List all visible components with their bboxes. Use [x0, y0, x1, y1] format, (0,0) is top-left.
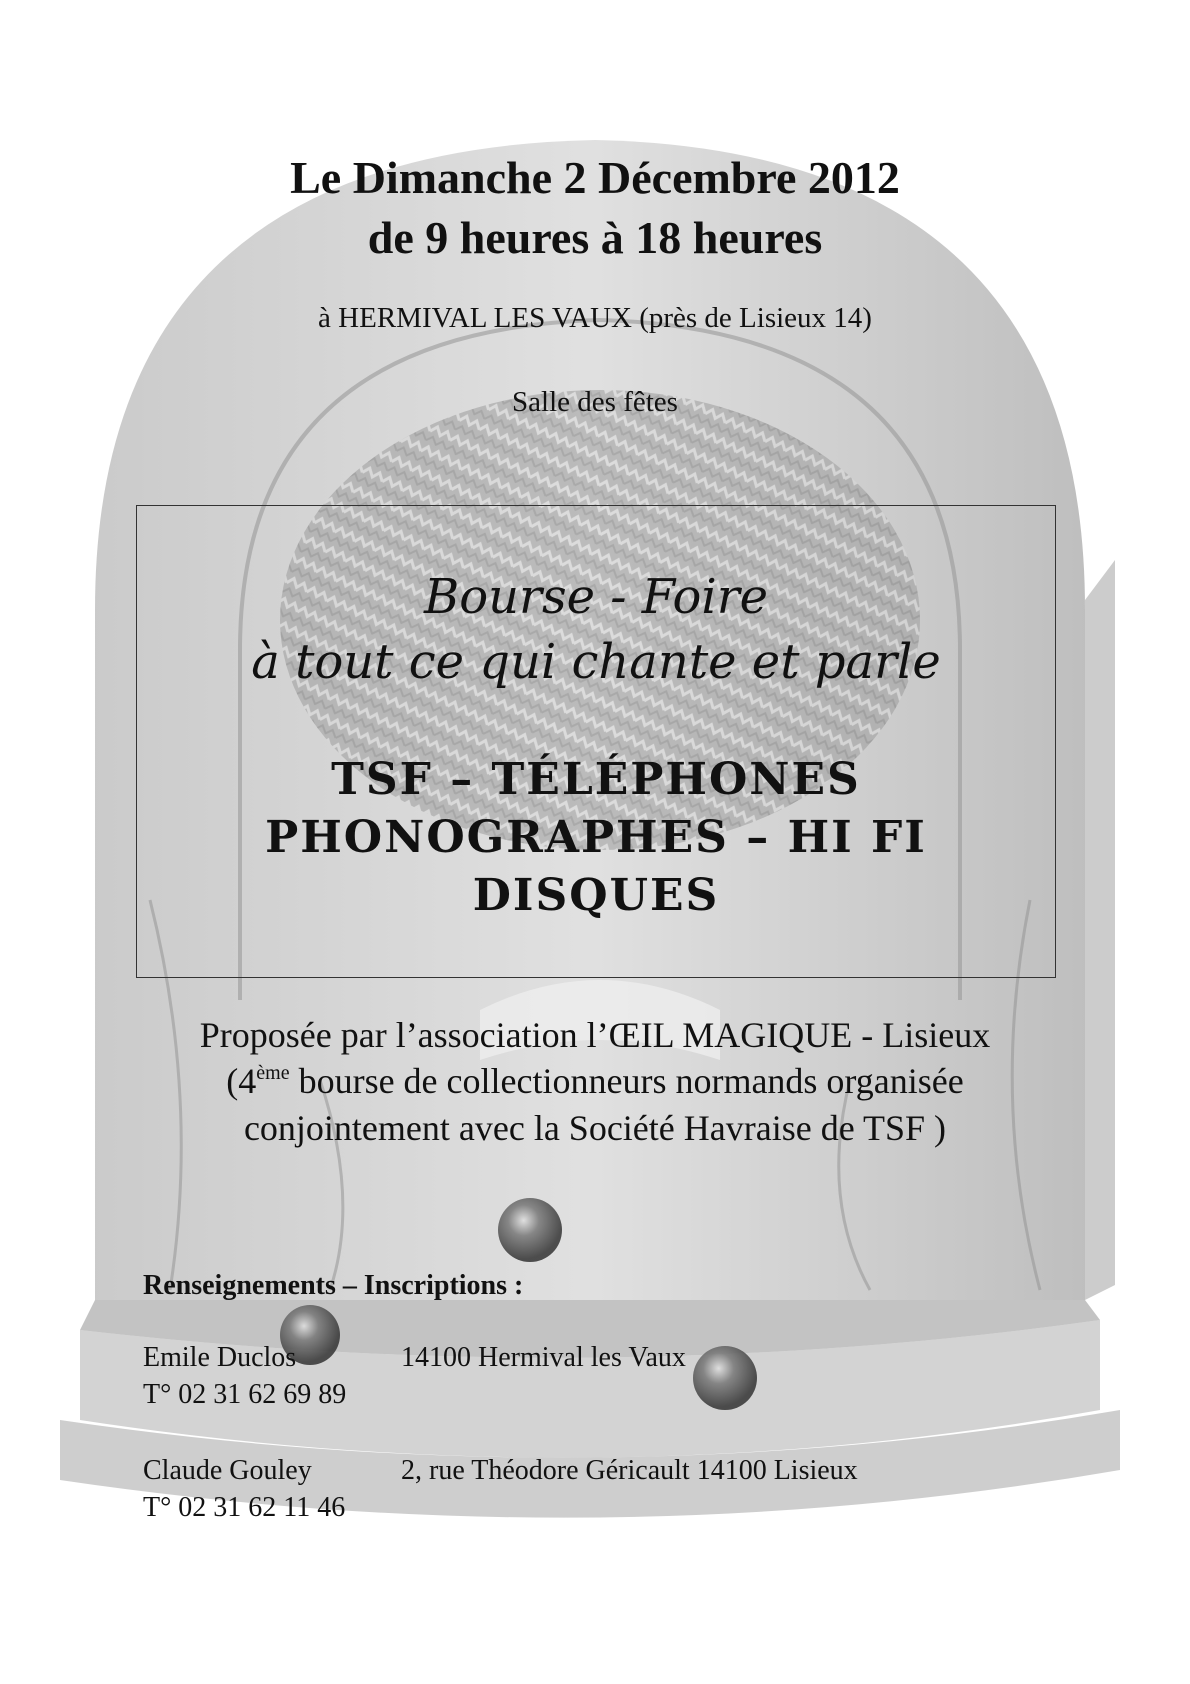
- event-location: à HERMIVAL LES VAUX (près de Lisieux 14): [318, 302, 872, 334]
- contact-address: 2, rue Théodore Géricault 14100 Lisieux: [401, 1455, 858, 1486]
- category-line: DISQUES: [472, 870, 720, 921]
- contact-phone: T° 02 31 62 11 46: [143, 1492, 346, 1523]
- event-date: Le Dimanche 2 Décembre 2012: [290, 152, 900, 203]
- contact-phone: T° 02 31 62 69 89: [143, 1379, 347, 1410]
- organizer-line3: conjointement avec la Société Havraise de TSF ): [243, 1108, 947, 1148]
- contact-row: [143, 1340, 686, 1376]
- category-line: PHONOGRAPHES – HI FI: [265, 812, 927, 863]
- info-heading: Renseignements – Inscriptions :: [143, 1270, 524, 1301]
- category-line: TSF – TÉLÉPHONES: [331, 754, 861, 805]
- contact-row: [143, 1453, 858, 1489]
- organizer-line2: (4ème bourse de collectionneurs normands organisée: [226, 1061, 964, 1101]
- event-title-line1: Bourse - Foire: [423, 569, 769, 625]
- organizer-line1: Proposée par l’association l’ŒIL MAGIQUE - Lisieux: [199, 1015, 991, 1055]
- contact-address: 14100 Hermival les Vaux: [401, 1342, 686, 1373]
- contact-name: Emile Duclos: [143, 1342, 297, 1373]
- event-venue: Salle des fêtes: [512, 386, 678, 418]
- event-hours: de 9 heures à 18 heures: [367, 212, 823, 263]
- event-title-line2: à tout ce qui chante et parle: [251, 634, 941, 690]
- contact-name: Claude Gouley: [143, 1455, 312, 1486]
